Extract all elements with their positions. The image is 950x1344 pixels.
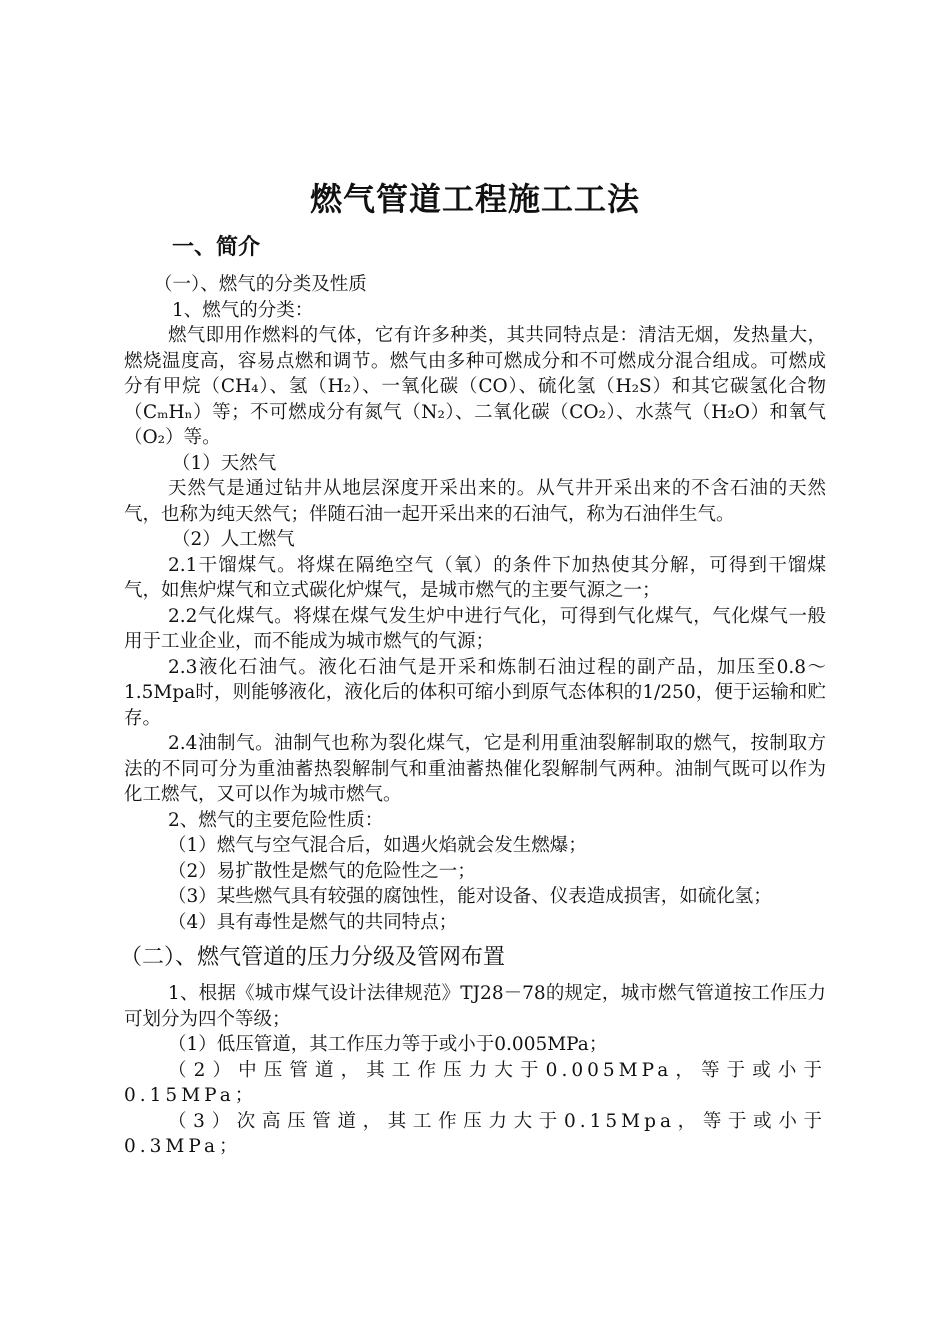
paragraph: 天然气是通过钻井从地层深度开采出来的。从气井开采出来的不含石油的天然气，也称为纯天然气；伴随石油一起开采出来的石油气，称为石油伴生气。 — [124, 478, 826, 525]
paragraph: 2.1干馏煤气。将煤在隔绝空气（氧）的条件下加热使其分解，可得到干馏煤气，如焦炉煤气和立式碳化炉煤气，是城市燃气的主要气源之一； — [124, 554, 826, 601]
paragraph: 燃气即用作燃料的气体，它有许多种类，其共同特点是：清洁无烟，发热量大，燃烧温度高，容易点燃和调节。燃气由多种可燃成分和不可燃成分混合组成。可燃成分有甲烷（CH₄）、氢（H₂）、一氧化碳（CO）、硫化氢（H₂S）和其它碳氢化合物（CₘHₙ）等；不可燃成分有氮气（N₂）、二氧化碳（CO₂）、水蒸气（H₂O）和氧气（O₂）等。 — [124, 325, 826, 448]
paragraph: （一）、燃气的分类及性质 — [154, 274, 367, 295]
paragraph: （2）中压管道，其工作压力大于0.005MPa，等于或小于0.15MPa； — [124, 1059, 826, 1106]
paragraph: （3）某些燃气具有较强的腐蚀性，能对设备、仪表造成损害，如硫化氢； — [168, 886, 772, 907]
paragraph: 2.3液化石油气。液化石油气是开采和炼制石油过程的副产品，加压至0.8～1.5Mpa时，则能够液化，液化后的体积可缩小到原气态体积的1/250，便于运输和贮存。 — [124, 656, 826, 729]
document-title: 燃气管道工程施工工法 — [309, 180, 640, 218]
paragraph: （1）燃气与空气混合后，如遇火焰就会发生燃爆； — [168, 835, 587, 856]
document-body — [120, 272, 826, 1160]
paragraph: （4）具有毒性是燃气的共同特点； — [168, 911, 458, 933]
paragraph: （1）低压管道，其工作压力等于或小于0.005MPa； — [168, 1034, 608, 1055]
subsection-heading: （二）、燃气管道的压力分级及管网布置 — [120, 945, 506, 970]
paragraph: 1、燃气的分类： — [172, 299, 314, 321]
paragraph: 2.4油制气。油制气也称为裂化煤气，它是利用重油裂解制取的燃气，按制取方法的不同可分为重油蓄热裂解制气和重油蓄热催化裂解制气两种。油制气既可以作为化工燃气，又可以作为城市燃气。 — [124, 733, 826, 805]
paragraph: （2）易扩散性是燃气的危险性之一； — [168, 860, 476, 882]
paragraph: （3）次高压管道，其工作压力大于0.15Mpa，等于或小于0.3MPa； — [124, 1110, 826, 1157]
paragraph: （2）人工燃气 — [172, 529, 295, 550]
paragraph: 1、根据《城市煤气设计法律规范》TJ28－78的规定，城市燃气管道按工作压力可划分为四个等级； — [124, 983, 826, 1030]
paragraph: 2、燃气的主要危险性质： — [168, 809, 384, 831]
section-heading: 一、简介 — [172, 235, 261, 260]
paragraph: 2.2气化煤气。将煤在煤气发生炉中进行气化，可得到气化煤气，气化煤气一般用于工业企业，而不能成为城市燃气的气源； — [124, 605, 826, 652]
paragraph: （1）天然气 — [172, 452, 277, 474]
